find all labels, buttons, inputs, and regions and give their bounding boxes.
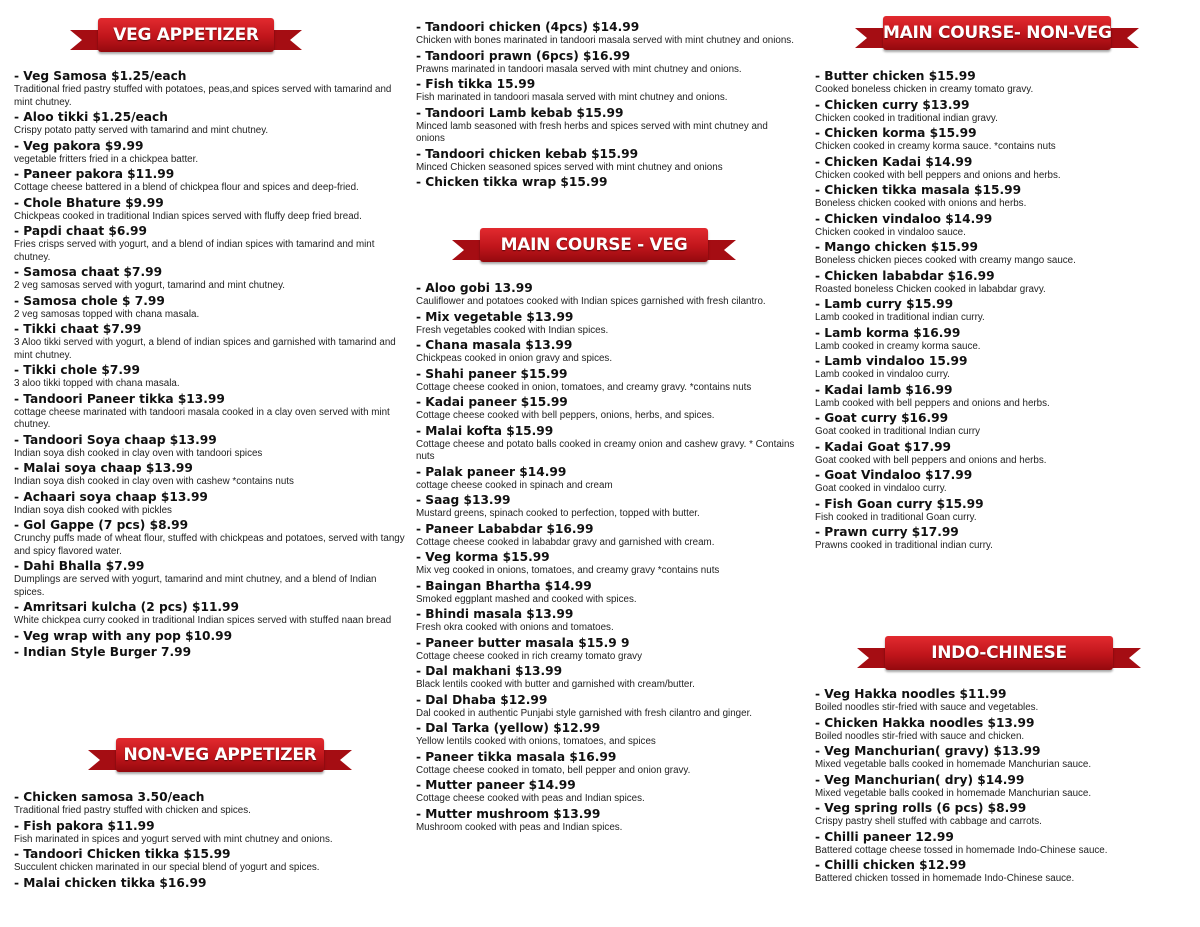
menu-item-name: - Tikki chaat $7.99 <box>14 322 142 336</box>
menu-item-description: Chicken with bones marinated in tandoori masala served with mint chutney and onions. <box>416 35 794 46</box>
menu-item <box>14 818 406 847</box>
menu-item-name: - Achaari soya chaap $13.99 <box>14 489 208 504</box>
menu-item-name: - Dal Dhaba $12.99 <box>416 692 548 707</box>
menu-item <box>815 182 1195 211</box>
menu-item-description: Minced lamb seasoned with fresh herbs and spices served with mint chutney and onions <box>416 120 768 144</box>
menu-item <box>815 353 1195 382</box>
menu-item <box>815 715 1195 744</box>
menu-item-name: - Tikki chole $7.99 <box>14 363 140 377</box>
menu-item-description: Lamb cooked with bell peppers and onions and herbs. <box>815 397 1050 409</box>
menu-item-name: - Tandoori Lamb kebab $15.99 <box>416 105 624 120</box>
menu-item-name: - Shahi paneer $15.99 <box>416 366 568 381</box>
section-banner-main-course-veg <box>452 228 736 268</box>
menu-item-description: Succulent chicken marinated in our special blend of yogurt and spices. <box>14 862 320 873</box>
menu-item-description: Cottage cheese battered in a blend of chickpea flour and spices and deep-fried. <box>14 182 359 193</box>
menu-item-description: Mix veg cooked in onions, tomatoes, and creamy gravy *contains nuts <box>416 565 720 576</box>
menu-item <box>815 296 1195 325</box>
menu-item-name: - Mutter paneer $14.99 <box>416 778 576 792</box>
menu-item <box>416 19 798 48</box>
section-items <box>815 686 1195 886</box>
menu-item-description: Chicken cooked in creamy korma sauce. *contains nuts <box>815 141 1056 152</box>
menu-item-name: - Chilli chicken $12.99 <box>815 858 967 872</box>
section-title: MAIN COURSE- NON-VEG <box>883 23 1112 43</box>
menu-item <box>14 321 406 362</box>
menu-item-description: Cottage cheese cooked with peas and Indian spices. <box>416 793 645 804</box>
menu-item-name: - Tandoori Chicken tikka $15.99 <box>14 847 231 861</box>
menu-item-name: - Amritsari kulcha (2 pcs) $11.99 <box>14 600 240 614</box>
section-banner-nonveg-appetizer <box>88 738 352 778</box>
menu-item-description: Boneless chicken pieces cooked with creamy mango sauce. <box>815 255 1076 266</box>
menu-item-name: - Mango chicken $15.99 <box>815 240 978 254</box>
menu-item <box>815 97 1195 126</box>
menu-item-name: - Chicken Kadai $14.99 <box>815 154 973 169</box>
menu-item-description: White chickpea curry cooked in traditional Indian spices served with stuffed naan bread <box>14 615 392 626</box>
menu-item-description: Chicken cooked in traditional indian gravy. <box>815 112 998 124</box>
menu-item-name: - Tandoori Paneer tikka $13.99 <box>14 391 225 406</box>
menu-item-name: - Malai soya chaap $13.99 <box>14 461 193 475</box>
section-items <box>14 789 406 891</box>
menu-item <box>14 558 406 599</box>
menu-item-description: Indian soya dish cooked in clay oven with cashew *contains nuts <box>14 476 294 487</box>
menu-item-description: Goat cooked with bell peppers and onions and herbs. <box>815 454 1047 466</box>
menu-item <box>14 68 406 109</box>
menu-item-name: - Chicken curry $13.99 <box>815 97 970 112</box>
section-title: INDO-CHINESE <box>931 643 1067 663</box>
menu-item-description: Mustard greens, spinach cooked to perfection, topped with butter. <box>416 508 700 519</box>
menu-item-description: Traditional fried pastry stuffed with chicken and spices. <box>14 805 251 816</box>
menu-item-description: Cottage cheese cooked in tomato, bell pepper and onion gravy. <box>416 764 691 776</box>
menu-item <box>815 772 1195 801</box>
menu-item <box>416 777 798 806</box>
menu-item <box>815 439 1195 468</box>
menu-item <box>416 720 798 749</box>
menu-item-description: Traditional fried pastry stuffed with potatoes, peas,and spices served with tamarind and mint chutney. <box>14 84 392 108</box>
menu-item-description: Lamb cooked in vindaloo curry. <box>815 369 950 380</box>
menu-item-description: vegetable fritters fried in a chickpea batter. <box>14 153 199 165</box>
menu-item-description: cottage cheese cooked in spinach and cream <box>416 479 613 491</box>
menu-item-name: - Veg Hakka noodles $11.99 <box>815 687 1007 701</box>
menu-item-description: Black lentils cooked with butter and garnished with cream/butter. <box>416 679 695 690</box>
menu-item-name: - Malai chicken tikka $16.99 <box>14 875 207 890</box>
menu-item <box>815 524 1195 553</box>
menu-item-name: - Tandoori chicken (4pcs) $14.99 <box>416 20 640 34</box>
menu-item-description: Mixed vegetable balls cooked in homemade Manchurian sauce. <box>815 759 1092 770</box>
menu-item <box>14 362 406 391</box>
menu-item <box>416 549 798 578</box>
menu-item <box>14 599 406 628</box>
menu-item-name: - Fish pakora $11.99 <box>14 818 155 833</box>
menu-item <box>416 492 798 521</box>
menu-item-name: - Chicken vindaloo $14.99 <box>815 211 993 226</box>
menu-item <box>14 264 406 293</box>
menu-item-name: - Tandoori chicken kebab $15.99 <box>416 146 639 161</box>
menu-item <box>815 239 1195 268</box>
menu-item-description: Cottage cheese and potato balls cooked in creamy onion and cashew gravy. * Contains nuts <box>416 438 795 462</box>
menu-item-name: - Paneer Lababdar $16.99 <box>416 521 594 536</box>
menu-item-name: - Baingan Bhartha $14.99 <box>416 578 592 593</box>
menu-item <box>416 366 798 395</box>
menu-item <box>815 800 1195 829</box>
menu-item <box>815 857 1195 886</box>
menu-item-name: - Aloo gobi 13.99 <box>416 281 533 295</box>
menu-item-name: - Chicken korma $15.99 <box>815 126 977 140</box>
menu-item <box>416 394 798 423</box>
menu-item-description: Lamb cooked in creamy korma sauce. <box>815 340 981 352</box>
menu-item <box>416 635 798 664</box>
menu-item <box>416 663 798 692</box>
menu-item-name: - Kadai lamb $16.99 <box>815 382 953 397</box>
menu-item-description: Fish cooked in traditional Goan curry. <box>815 511 977 523</box>
menu-item-description: Fries crisps served with yogurt, and a blend of indian spices with tamarind and mint chutney. <box>14 239 375 263</box>
menu-item <box>416 423 798 464</box>
menu-item-description: Goat cooked in vindaloo curry. <box>815 483 947 494</box>
menu-item <box>416 337 798 366</box>
menu-item-description: Cauliflower and potatoes cooked with Indian spices garnished with fresh cilantro. <box>416 296 766 307</box>
menu-item-description: Dal cooked in authentic Punjabi style garnished with fresh cilantro and ginger. <box>416 707 753 719</box>
menu-item-name: - Dahi Bhalla $7.99 <box>14 559 145 573</box>
menu-item <box>416 76 798 105</box>
menu-item <box>416 521 798 550</box>
menu-item-description: cottage cheese marinated with tandoori masala cooked in a clay oven served with mint chutney. <box>14 406 390 430</box>
menu-item-description: Fresh vegetables cooked with Indian spices. <box>416 324 609 336</box>
menu-item-name: - Dal Tarka (yellow) $12.99 <box>416 721 601 735</box>
menu-item-description: Fish marinated in spices and yogurt served with mint chutney and onions. <box>14 833 333 845</box>
menu-item-name: - Veg korma $15.99 <box>416 550 550 564</box>
menu-item-name: - Kadai Goat $17.99 <box>815 439 952 454</box>
menu-item <box>815 325 1195 354</box>
menu-item <box>416 309 798 338</box>
menu-item-description: Cottage cheese cooked in onion, tomatoes, and creamy gravy. *contains nuts <box>416 381 752 393</box>
menu-item <box>14 789 406 818</box>
menu-item-description: 3 aloo tikki topped with chana masala. <box>14 378 180 389</box>
section-items <box>815 68 1195 553</box>
menu-item <box>14 166 406 195</box>
menu-item-name: - Lamb vindaloo 15.99 <box>815 354 968 368</box>
menu-item-description: Crispy pastry shell stuffed with cabbage and carrots. <box>815 816 1042 827</box>
menu-item <box>416 48 798 77</box>
menu-item-name: - Paneer butter masala $15.9 9 <box>416 635 630 650</box>
menu-item <box>416 749 798 778</box>
menu-item-name: - Aloo tikki $1.25/each <box>14 110 168 124</box>
menu-item <box>815 743 1195 772</box>
menu-item <box>815 686 1195 715</box>
menu-item-name: - Dal makhani $13.99 <box>416 664 563 678</box>
menu-item-name: - Fish Goan curry $15.99 <box>815 496 984 511</box>
menu-item-description: Boiled noodles stir-fried with sauce and vegetables. <box>815 702 1039 713</box>
menu-item-name: - Saag $13.99 <box>416 493 511 507</box>
menu-item-name: - Chilli paneer 12.99 <box>815 829 954 844</box>
menu-item-description: 2 veg samosas topped with chana masala. <box>14 308 200 320</box>
menu-item-name: - Fish tikka 15.99 <box>416 77 536 91</box>
menu-item <box>14 517 406 558</box>
menu-item-description: Cottage cheese cooked in rich creamy tomato gravy <box>416 650 642 662</box>
menu-item-name: - Samosa chole $ 7.99 <box>14 293 165 308</box>
menu-item <box>815 125 1195 154</box>
section-title: VEG APPETIZER <box>113 25 259 45</box>
menu-item <box>14 391 406 432</box>
menu-item <box>416 146 798 175</box>
menu-item-name: - Kadai paneer $15.99 <box>416 395 568 409</box>
menu-item-name: - Chicken samosa 3.50/each <box>14 790 205 804</box>
menu-item <box>416 578 798 607</box>
menu-item <box>416 806 798 835</box>
menu-item-name: - Paneer pakora $11.99 <box>14 167 175 181</box>
menu-item-name: - Bhindi masala $13.99 <box>416 607 574 621</box>
menu-item-description: 2 veg samosas served with yogurt, tamarind and mint chutney. <box>14 280 285 291</box>
menu-item-description: Battered cottage cheese tossed in homemade Indo-Chinese sauce. <box>815 844 1108 856</box>
menu-item-name: - Mutter mushroom $13.99 <box>416 806 601 821</box>
menu-item <box>14 460 406 489</box>
menu-item-name: - Veg pakora $9.99 <box>14 138 144 153</box>
menu-item-name: - Malai kofta $15.99 <box>416 423 554 438</box>
section-banner-main-course-nonveg <box>855 16 1139 56</box>
menu-item-name: - Indian Style Burger 7.99 <box>14 644 192 659</box>
menu-item-name: - Tandoori prawn (6pcs) $16.99 <box>416 48 631 63</box>
menu-item <box>815 382 1195 411</box>
menu-item-name: - Veg spring rolls (6 pcs) $8.99 <box>815 801 1027 815</box>
menu-item-description: Minced Chicken seasoned spices served with mint chutney and onions <box>416 161 723 173</box>
menu-item-description: Mixed vegetable balls cooked in homemade Manchurian sauce. <box>815 787 1092 799</box>
menu-item-description: Fresh okra cooked with onions and tomatoes. <box>416 622 614 633</box>
menu-item <box>416 692 798 721</box>
menu-item-name: - Chicken Hakka noodles $13.99 <box>815 715 1035 730</box>
menu-item-name: - Chole Bhature $9.99 <box>14 195 164 210</box>
menu-item <box>14 138 406 167</box>
menu-item-description: Prawns cooked in traditional indian curry. <box>815 540 993 551</box>
menu-item <box>14 432 406 461</box>
menu-item <box>14 875 406 891</box>
menu-item <box>14 644 406 660</box>
menu-item-description: Roasted boneless Chicken cooked in lababdar gravy. <box>815 283 1046 295</box>
menu-item-description: Cottage cheese cooked with bell peppers, onions, herbs, and spices. <box>416 410 715 421</box>
menu-item-description: Cottage cheese cooked in lababdar gravy and garnished with cream. <box>416 536 715 548</box>
menu-item-description: 3 Aloo tikki served with yogurt, a blend of indian spices and garnished with tamarind and mint chutney. <box>14 337 396 361</box>
section-items <box>416 280 798 834</box>
menu-item-name: - Lamb korma $16.99 <box>815 325 961 340</box>
menu-item-name: - Samosa chaat $7.99 <box>14 265 163 279</box>
menu-item <box>815 829 1195 858</box>
menu-item-name: - Veg Manchurian( gravy) $13.99 <box>815 744 1041 758</box>
menu-item-description: Mushroom cooked with peas and Indian spices. <box>416 821 623 833</box>
menu-item <box>416 464 798 493</box>
menu-item-description: Chickpeas cooked in traditional Indian spices served with fluffy deep fried bread. <box>14 210 362 222</box>
menu-item-name: - Prawn curry $17.99 <box>815 525 959 539</box>
menu-item-description: Cooked boneless chicken in creamy tomato gravy. <box>815 84 1034 95</box>
menu-item-name: - Papdi chaat $6.99 <box>14 224 147 238</box>
menu-item-name: - Chicken lababdar $16.99 <box>815 268 995 283</box>
menu-item-description: Indian soya dish cooked with pickles <box>14 504 172 516</box>
menu-item-description: Boneless chicken cooked with onions and herbs. <box>815 198 1027 209</box>
menu-item-name: - Chicken tikka wrap $15.99 <box>416 175 608 189</box>
menu-item <box>815 211 1195 240</box>
menu-item <box>416 280 798 309</box>
menu-item-description: Fish marinated in tandoori masala served with mint chutney and onions. <box>416 92 728 103</box>
menu-item-description: Crunchy puffs made of wheat flour, stuffed with chickpeas and potatoes, served with tangy and spicy flavored water. <box>14 533 405 557</box>
menu-item-name: - Mix vegetable $13.99 <box>416 309 574 324</box>
menu-item-name: - Veg Samosa $1.25/each <box>14 69 187 83</box>
menu-item-name: - Paneer tikka masala $16.99 <box>416 749 617 764</box>
menu-item <box>14 846 406 875</box>
menu-item <box>815 68 1195 97</box>
menu-item <box>815 467 1195 496</box>
menu-item-description: Chicken cooked in vindaloo sauce. <box>815 226 966 238</box>
menu-item-description: Chickpeas cooked in onion gravy and spices. <box>416 353 613 364</box>
menu-item-description: Lamb cooked in traditional indian curry. <box>815 312 985 323</box>
section-items <box>14 68 406 660</box>
section-title: NON-VEG APPETIZER <box>123 745 317 765</box>
menu-item-description: Goat cooked in traditional Indian curry <box>815 426 981 437</box>
menu-item-description: Indian soya dish cooked in clay oven with tandoori spices <box>14 447 263 459</box>
menu-item-name: - Chana masala $13.99 <box>416 338 573 352</box>
menu-item <box>416 105 798 146</box>
menu-item-description: Crispy potato patty served with tamarind and mint chutney. <box>14 125 269 136</box>
menu-item-name: - Palak paneer $14.99 <box>416 464 567 479</box>
menu-item-description: Boiled noodles stir-fried with sauce and chicken. <box>815 730 1025 742</box>
menu-item-name: - Veg wrap with any pop $10.99 <box>14 628 233 643</box>
menu-item-description: Smoked eggplant mashed and cooked with spices. <box>416 593 637 605</box>
menu-item-description: Chicken cooked with bell peppers and onions and herbs. <box>815 169 1061 181</box>
menu-item-name: - Veg Manchurian( dry) $14.99 <box>815 772 1025 787</box>
menu-item-name: - Gol Gappe (7 pcs) $8.99 <box>14 518 189 532</box>
menu-item-name: - Tandoori Soya chaap $13.99 <box>14 432 217 447</box>
menu-item-name: - Chicken tikka masala $15.99 <box>815 183 1022 197</box>
menu-item-description: Prawns marinated in tandoori masala served with mint chutney and onions. <box>416 63 742 75</box>
menu-item-description: Yellow lentils cooked with onions, tomatoes, and spices <box>416 736 656 747</box>
menu-item-name: - Butter chicken $15.99 <box>815 69 976 83</box>
section-banner-veg-appetizer <box>70 18 302 58</box>
menu-item <box>815 154 1195 183</box>
menu-item <box>14 628 406 644</box>
menu-item-description: Battered chicken tossed in homemade Indo-Chinese sauce. <box>815 873 1075 884</box>
menu-item-description: Dumplings are served with yogurt, tamarind and mint chutney, and a blend of Indian spices. <box>14 574 377 598</box>
menu-item <box>815 268 1195 297</box>
menu-item <box>14 489 406 518</box>
menu-item-name: - Goat Vindaloo $17.99 <box>815 468 973 482</box>
menu-item <box>815 410 1195 439</box>
menu-item <box>815 496 1195 525</box>
section-title: MAIN COURSE - VEG <box>500 235 688 255</box>
menu-item <box>14 109 406 138</box>
menu-item <box>14 293 406 322</box>
menu-item <box>416 174 798 190</box>
menu-item <box>14 223 406 264</box>
section-items <box>416 19 798 190</box>
menu-item <box>416 606 798 635</box>
menu-item-name: - Goat curry $16.99 <box>815 411 949 425</box>
menu-item-name: - Lamb curry $15.99 <box>815 297 954 311</box>
section-banner-indo-chinese <box>857 636 1141 676</box>
menu-item <box>14 195 406 224</box>
